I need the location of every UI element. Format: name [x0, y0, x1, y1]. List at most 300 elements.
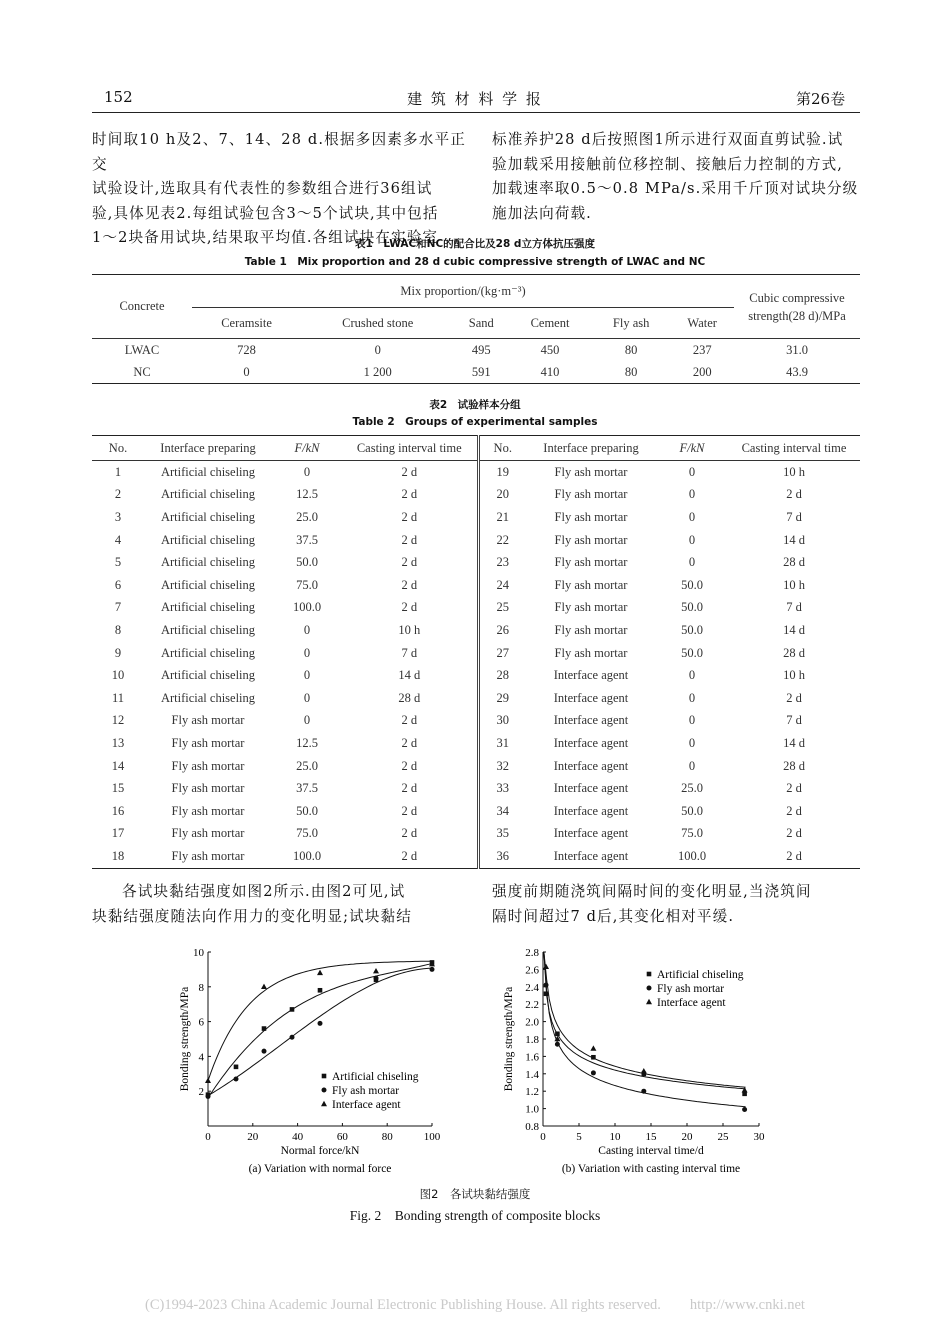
- cell: 75.0: [296, 826, 318, 841]
- cell: 2 d: [401, 826, 418, 841]
- cell: Fly ash mortar: [171, 713, 245, 728]
- cell: 0: [688, 758, 696, 773]
- data-point-circle: [206, 1094, 211, 1099]
- cell: 27: [478, 642, 526, 665]
- cell: 32: [478, 755, 526, 778]
- table-row: [92, 339, 860, 362]
- cell: 410: [540, 364, 560, 379]
- table-row: [92, 574, 860, 597]
- cell: 30: [478, 710, 526, 733]
- cell: 7 d: [786, 600, 802, 615]
- cell: 10: [111, 668, 125, 683]
- text-line: 块黏结强度随法向作用力的变化明显;试块黏结: [92, 907, 412, 925]
- th-no: No.: [478, 436, 526, 461]
- cell: Fly ash mortar: [554, 645, 628, 660]
- cell: 7: [114, 600, 122, 615]
- th-interface: Interface preparing: [144, 436, 272, 461]
- cell: 50.0: [681, 622, 703, 637]
- cell: Fly ash mortar: [554, 487, 628, 502]
- cell: Fly ash mortar: [554, 509, 628, 524]
- table1-caption-cn: 表1 LWAC和NC的配合比及28 d立方体抗压强度: [355, 238, 595, 250]
- cell: 450: [540, 342, 560, 357]
- cell: Interface agent: [553, 848, 629, 863]
- cell: 34: [478, 800, 526, 823]
- cell: LWAC: [124, 342, 160, 357]
- legend-label: Fly ash mortar: [657, 983, 725, 995]
- data-point-triangle: [742, 1087, 748, 1092]
- cell: 50.0: [681, 803, 703, 818]
- table-row: [92, 619, 860, 642]
- table1-caption-en: Table 1 Mix proportion and 28 d cubic compressive strength of LWAC and NC: [244, 256, 706, 268]
- data-point-triangle: [543, 964, 549, 969]
- data-point-triangle: [641, 1068, 647, 1073]
- text-line: 时间取10 h及2、7、14、28 d.根据多因素多水平正交: [92, 131, 466, 173]
- legend-marker-square: [322, 1074, 327, 1079]
- cell: 15: [111, 781, 125, 796]
- x-tick-label: 60: [336, 1131, 348, 1143]
- legend-marker-triangle: [321, 1101, 327, 1106]
- cell: 17: [111, 826, 125, 841]
- table-row: [92, 710, 860, 733]
- cell: Interface agent: [553, 826, 629, 841]
- y-tick-label: 8: [198, 981, 204, 994]
- cell: 2 d: [786, 803, 802, 818]
- cell: 28 d: [783, 758, 805, 773]
- header-rule: [92, 112, 860, 113]
- cell: Fly ash mortar: [554, 622, 628, 637]
- table-row: [92, 484, 860, 507]
- x-axis-label: Casting interval time/d: [598, 1145, 704, 1157]
- data-point-circle: [430, 967, 435, 972]
- cell: 7 d: [786, 509, 802, 524]
- cell: 35: [478, 823, 526, 846]
- cell: 19: [478, 461, 526, 484]
- table-row: [92, 529, 860, 552]
- legend-label: Interface agent: [332, 1099, 401, 1111]
- cell: 25.0: [296, 758, 318, 773]
- chart-subtitle: (b) Variation with casting interval time: [561, 1163, 741, 1175]
- cell: Fly ash mortar: [171, 781, 245, 796]
- cell: Interface agent: [553, 803, 629, 818]
- table-row: [92, 506, 860, 529]
- y-axis-label: Bonding strength/MPa: [179, 986, 191, 1092]
- cell: 2 d: [786, 781, 802, 796]
- legend-label: Interface agent: [657, 997, 726, 1009]
- cell: 2 d: [401, 735, 418, 750]
- cell: 0: [243, 364, 250, 379]
- cell: 0: [303, 713, 311, 728]
- cell: 80: [624, 364, 638, 379]
- cell: 25: [478, 597, 526, 620]
- cell: 6: [114, 577, 122, 592]
- cell: Artificial chiseling: [160, 577, 256, 592]
- chart-b: [500, 944, 790, 1184]
- cell: 28: [478, 664, 526, 687]
- legend-marker-circle: [647, 986, 652, 991]
- legend-label: Fly ash mortar: [332, 1085, 400, 1097]
- cell: Interface agent: [553, 735, 629, 750]
- th-interval: Casting interval time: [728, 436, 860, 461]
- intro-left: [92, 128, 466, 251]
- data-point-square: [318, 988, 323, 993]
- intro-right: [492, 128, 862, 226]
- table-row: [92, 597, 860, 620]
- cell: 8: [114, 622, 122, 637]
- cell: Artificial chiseling: [160, 622, 256, 637]
- cell: 14 d: [783, 622, 805, 637]
- data-point-circle: [591, 1070, 596, 1075]
- table-row: [92, 687, 860, 710]
- cell: Fly ash mortar: [171, 735, 245, 750]
- cell: 28 d: [783, 555, 805, 570]
- cell: 0: [688, 713, 696, 728]
- cell: 10 h: [398, 622, 421, 637]
- sub-cement: Cement: [530, 315, 570, 330]
- y-tick-label: 2.0: [525, 1016, 539, 1029]
- table-row: [92, 361, 860, 384]
- data-point-square: [234, 1065, 239, 1070]
- text-line: 施加法向荷载.: [492, 204, 592, 222]
- sub-sand: Sand: [468, 315, 494, 330]
- data-point-circle: [555, 1042, 560, 1047]
- cell: 100.0: [292, 848, 322, 863]
- data-point-circle: [318, 1021, 323, 1026]
- cell: 0: [688, 509, 696, 524]
- x-tick-label: 80: [381, 1131, 393, 1143]
- cell: Interface agent: [553, 781, 629, 796]
- text-line: 试验设计,选取具有代表性的参数组合进行36组试: [92, 180, 433, 197]
- table-row: [92, 845, 860, 868]
- journal-title: 建 筑 材 料 学 报: [407, 90, 543, 108]
- cell: Artificial chiseling: [160, 645, 256, 660]
- cell: 0: [688, 487, 696, 502]
- text-line: 验加载采用接触前位移控制、接触后力控制的方式,: [492, 155, 844, 173]
- y-tick-label: 0.8: [525, 1121, 539, 1133]
- table1: [92, 274, 860, 384]
- cell: 2 d: [786, 826, 802, 841]
- cell: 14 d: [783, 735, 805, 750]
- data-point-circle: [374, 976, 379, 981]
- legend-marker-square: [647, 972, 652, 977]
- cell: 2 d: [401, 713, 418, 728]
- cell: Artificial chiseling: [160, 532, 256, 547]
- x-axis-label: Normal force/kN: [280, 1145, 360, 1157]
- cell: 2 d: [401, 509, 418, 524]
- cell: 50.0: [681, 645, 703, 660]
- cell: 591: [471, 364, 491, 379]
- cell: 43.9: [786, 364, 808, 379]
- cell: 2: [114, 487, 122, 502]
- cell: 31.0: [786, 342, 808, 357]
- x-tick-label: 100: [423, 1131, 441, 1143]
- cell: 14 d: [783, 532, 805, 547]
- figure-caption-cn: 图2 各试块黏结强度: [419, 1187, 531, 1201]
- cell: 25.0: [296, 509, 318, 524]
- cell: Artificial chiseling: [160, 668, 256, 683]
- data-point-circle: [290, 1035, 295, 1040]
- cell: 75.0: [296, 577, 318, 592]
- cell: 5: [114, 555, 122, 570]
- sub-ceramsite: Ceramsite: [221, 315, 272, 330]
- data-point-square: [290, 1007, 295, 1012]
- cell: 100.0: [292, 600, 322, 615]
- cell: 28 d: [398, 690, 421, 705]
- cell: 12.5: [296, 487, 318, 502]
- y-tick-label: 2.8: [525, 947, 539, 959]
- cell: 2 d: [401, 532, 418, 547]
- th-force: F/kN: [272, 436, 342, 461]
- text-line: 加载速率取0.5～0.8 MPa/s.采用千斤顶对试块分级: [492, 180, 859, 197]
- y-tick-label: 1.2: [525, 1086, 539, 1099]
- cell: Artificial chiseling: [160, 509, 256, 524]
- table-row: [92, 777, 860, 800]
- cell: 7 d: [401, 645, 418, 660]
- data-point-triangle: [317, 970, 323, 975]
- figure-caption-en: Fig. 2 Bonding strength of composite blocks: [349, 1208, 601, 1223]
- cell: NC: [133, 364, 151, 379]
- x-tick-label: 20: [681, 1131, 693, 1143]
- data-point-circle: [742, 1107, 747, 1112]
- cell: 2 d: [401, 803, 418, 818]
- table-row: [92, 732, 860, 755]
- text-line: 1～2块备用试块,结果取平均值.各组试块在实验室: [92, 229, 439, 246]
- cell: 26: [478, 619, 526, 642]
- cell: 495: [471, 342, 491, 357]
- cell: 10 h: [783, 464, 805, 479]
- x-tick-label: 15: [645, 1131, 657, 1143]
- x-tick-label: 5: [576, 1131, 582, 1143]
- legend-marker-circle: [322, 1088, 327, 1093]
- data-point-circle: [641, 1089, 646, 1094]
- data-point-triangle: [261, 984, 267, 989]
- cell: 75.0: [681, 826, 703, 841]
- cell: 0: [688, 735, 696, 750]
- col-strength-line2: strength(28 d)/MPa: [748, 308, 846, 323]
- y-tick-label: 1.6: [525, 1051, 539, 1064]
- cell: 24: [478, 574, 526, 597]
- cell: 16: [111, 803, 125, 818]
- table-row: [92, 461, 860, 484]
- cell: 2 d: [401, 577, 418, 592]
- chart-a: [176, 944, 466, 1184]
- cell: 23: [478, 551, 526, 574]
- cell: 237: [692, 342, 712, 357]
- cell: Fly ash mortar: [554, 555, 628, 570]
- y-tick-label: 2.4: [525, 981, 539, 994]
- data-point-triangle: [373, 968, 379, 973]
- cell: Interface agent: [553, 758, 629, 773]
- cell: 2 d: [401, 487, 418, 502]
- volume: 第26卷: [796, 90, 846, 108]
- cell: 22: [478, 529, 526, 552]
- cell: 0: [688, 555, 696, 570]
- table-row: [92, 755, 860, 778]
- data-point-circle: [262, 1049, 267, 1054]
- cell: 10 h: [783, 577, 805, 592]
- y-axis-label: Bonding strength/MPa: [503, 986, 515, 1092]
- cell: Artificial chiseling: [160, 690, 256, 705]
- cell: 2 d: [786, 487, 802, 502]
- x-tick-label: 20: [247, 1131, 259, 1143]
- x-tick-label: 10: [609, 1131, 621, 1143]
- cell: 80: [624, 342, 638, 357]
- chart-subtitle: (a) Variation with normal force: [248, 1163, 392, 1175]
- cell: 50.0: [296, 803, 318, 818]
- cell: 728: [237, 342, 256, 357]
- cell: Artificial chiseling: [160, 464, 256, 479]
- cell: Fly ash mortar: [554, 532, 628, 547]
- cell: 3: [114, 509, 122, 524]
- y-tick-label: 6: [198, 1016, 204, 1029]
- cell: 29: [478, 687, 526, 710]
- cell: Interface agent: [553, 668, 629, 683]
- x-tick-label: 0: [205, 1131, 211, 1143]
- sub-water: Water: [687, 315, 717, 330]
- cell: 2 d: [786, 690, 802, 705]
- cell: 37.5: [296, 781, 318, 796]
- y-tick-label: 2: [198, 1086, 204, 1099]
- cell: 50.0: [681, 577, 703, 592]
- table2-header: [92, 436, 860, 461]
- y-tick-label: 1.8: [525, 1034, 539, 1046]
- cell: Fly ash mortar: [171, 803, 245, 818]
- cell: 25.0: [681, 781, 703, 796]
- cell: 0: [688, 690, 696, 705]
- cell: 0: [688, 464, 696, 479]
- data-point-triangle: [205, 1078, 211, 1083]
- cell: 0: [303, 690, 311, 705]
- cell: 2 d: [401, 464, 418, 479]
- th-no: No.: [92, 436, 144, 461]
- cell: Fly ash mortar: [554, 577, 628, 592]
- cell: 11: [111, 690, 125, 705]
- data-point-triangle: [590, 1045, 596, 1050]
- y-tick-label: 2.6: [525, 964, 539, 977]
- table-row: [92, 551, 860, 574]
- table-row: [92, 823, 860, 846]
- cell: 12: [111, 713, 125, 728]
- data-point-circle: [234, 1077, 239, 1082]
- table-row: [92, 664, 860, 687]
- cell: 0: [303, 645, 311, 660]
- cell: 7 d: [786, 713, 802, 728]
- sub-fly-ash: Fly ash: [612, 315, 650, 330]
- cell: Interface agent: [553, 713, 629, 728]
- cell: 18: [111, 848, 125, 863]
- sub-crushed-stone: Crushed stone: [342, 315, 414, 330]
- cell: 50.0: [681, 600, 703, 615]
- cell: Interface agent: [553, 690, 629, 705]
- th-force: F/kN: [656, 436, 728, 461]
- data-point-square: [262, 1026, 267, 1031]
- text-line: 各试块黏结强度如图2所示.由图2可见,试: [122, 883, 406, 900]
- cell: 37.5: [296, 532, 318, 547]
- legend-label: Artificial chiseling: [657, 969, 744, 981]
- cell: 9: [114, 645, 122, 660]
- table-row: [92, 800, 860, 823]
- cell: 4: [114, 532, 122, 547]
- cell: Fly ash mortar: [554, 464, 628, 479]
- cell: Artificial chiseling: [160, 600, 256, 615]
- cell: 31: [478, 732, 526, 755]
- col-mix: Mix proportion/(kg·m⁻³): [192, 275, 734, 308]
- col-concrete: Concrete: [119, 299, 165, 313]
- col-strength-line1: Cubic compressive: [749, 290, 845, 305]
- cell: 10 h: [783, 668, 805, 683]
- cell: Artificial chiseling: [160, 555, 256, 570]
- results-left: [92, 880, 466, 929]
- col-strength: [734, 275, 860, 339]
- cell: Artificial chiseling: [160, 487, 256, 502]
- cell: Fly ash mortar: [171, 826, 245, 841]
- cell: 2 d: [401, 555, 418, 570]
- data-point-square: [555, 1031, 560, 1036]
- th-interface: Interface preparing: [526, 436, 656, 461]
- legend-label: Artificial chiseling: [332, 1071, 419, 1083]
- cell: 36: [478, 845, 526, 868]
- text-line: 隔时间超过7 d后,其变化相对平缓.: [492, 907, 735, 925]
- cell: 0: [688, 532, 696, 547]
- x-tick-label: 0: [540, 1131, 546, 1143]
- y-tick-label: 10: [193, 947, 204, 959]
- cell: 50.0: [296, 555, 318, 570]
- cell: 12.5: [296, 735, 318, 750]
- cell: 2 d: [401, 600, 418, 615]
- cell: Fly ash mortar: [554, 600, 628, 615]
- x-tick-label: 40: [292, 1131, 304, 1143]
- cell: 1: [114, 464, 122, 479]
- text-line: 验,具体见表2.每组试验包含3～5个试块,其中包括: [92, 204, 439, 222]
- cell: 2 d: [401, 848, 418, 863]
- cell: 20: [478, 484, 526, 507]
- cell: Fly ash mortar: [171, 758, 245, 773]
- page-number: 152: [104, 88, 133, 106]
- cell: 14: [111, 758, 125, 773]
- copyright-footer: (C)1994-2023 China Academic Journal Electronic Publishing House. All rights reserved. http://www.cnki.net: [145, 1297, 805, 1313]
- table2-caption-cn: 表2 试验样本分组: [429, 399, 521, 411]
- cell: 0: [688, 668, 696, 683]
- x-tick-label: 25: [717, 1131, 729, 1143]
- y-tick-label: 2.2: [525, 999, 539, 1012]
- cell: 100.0: [677, 848, 707, 863]
- cell: 28 d: [783, 645, 805, 660]
- y-tick-label: 4: [198, 1051, 204, 1064]
- table2: [92, 435, 860, 869]
- cell: 0: [303, 622, 311, 637]
- cell: 2 d: [401, 781, 418, 796]
- cell: 13: [111, 735, 125, 750]
- cell: 14 d: [398, 668, 421, 683]
- cell: 2 d: [401, 758, 418, 773]
- cell: 0: [374, 342, 381, 357]
- cell: Fly ash mortar: [171, 848, 245, 863]
- table2-body: [92, 461, 860, 869]
- y-tick-label: 1.0: [525, 1103, 539, 1116]
- table2-caption-en: Table 2 Groups of experimental samples: [352, 416, 598, 428]
- cell: 21: [478, 506, 526, 529]
- cell: 1 200: [363, 364, 392, 379]
- cell: 0: [303, 464, 311, 479]
- data-point-square: [544, 991, 549, 996]
- text-line: 标准养护28 d后按照图1所示进行双面直剪试验.试: [492, 131, 844, 148]
- cell: 200: [692, 364, 712, 379]
- table-row: [92, 642, 860, 665]
- cell: 2 d: [786, 848, 802, 863]
- x-tick-label: 30: [753, 1131, 765, 1143]
- y-tick-label: 1.4: [525, 1068, 539, 1081]
- cell: 33: [478, 777, 526, 800]
- text-line: 强度前期随浇筑间隔时间的变化明显,当浇筑间: [492, 883, 812, 900]
